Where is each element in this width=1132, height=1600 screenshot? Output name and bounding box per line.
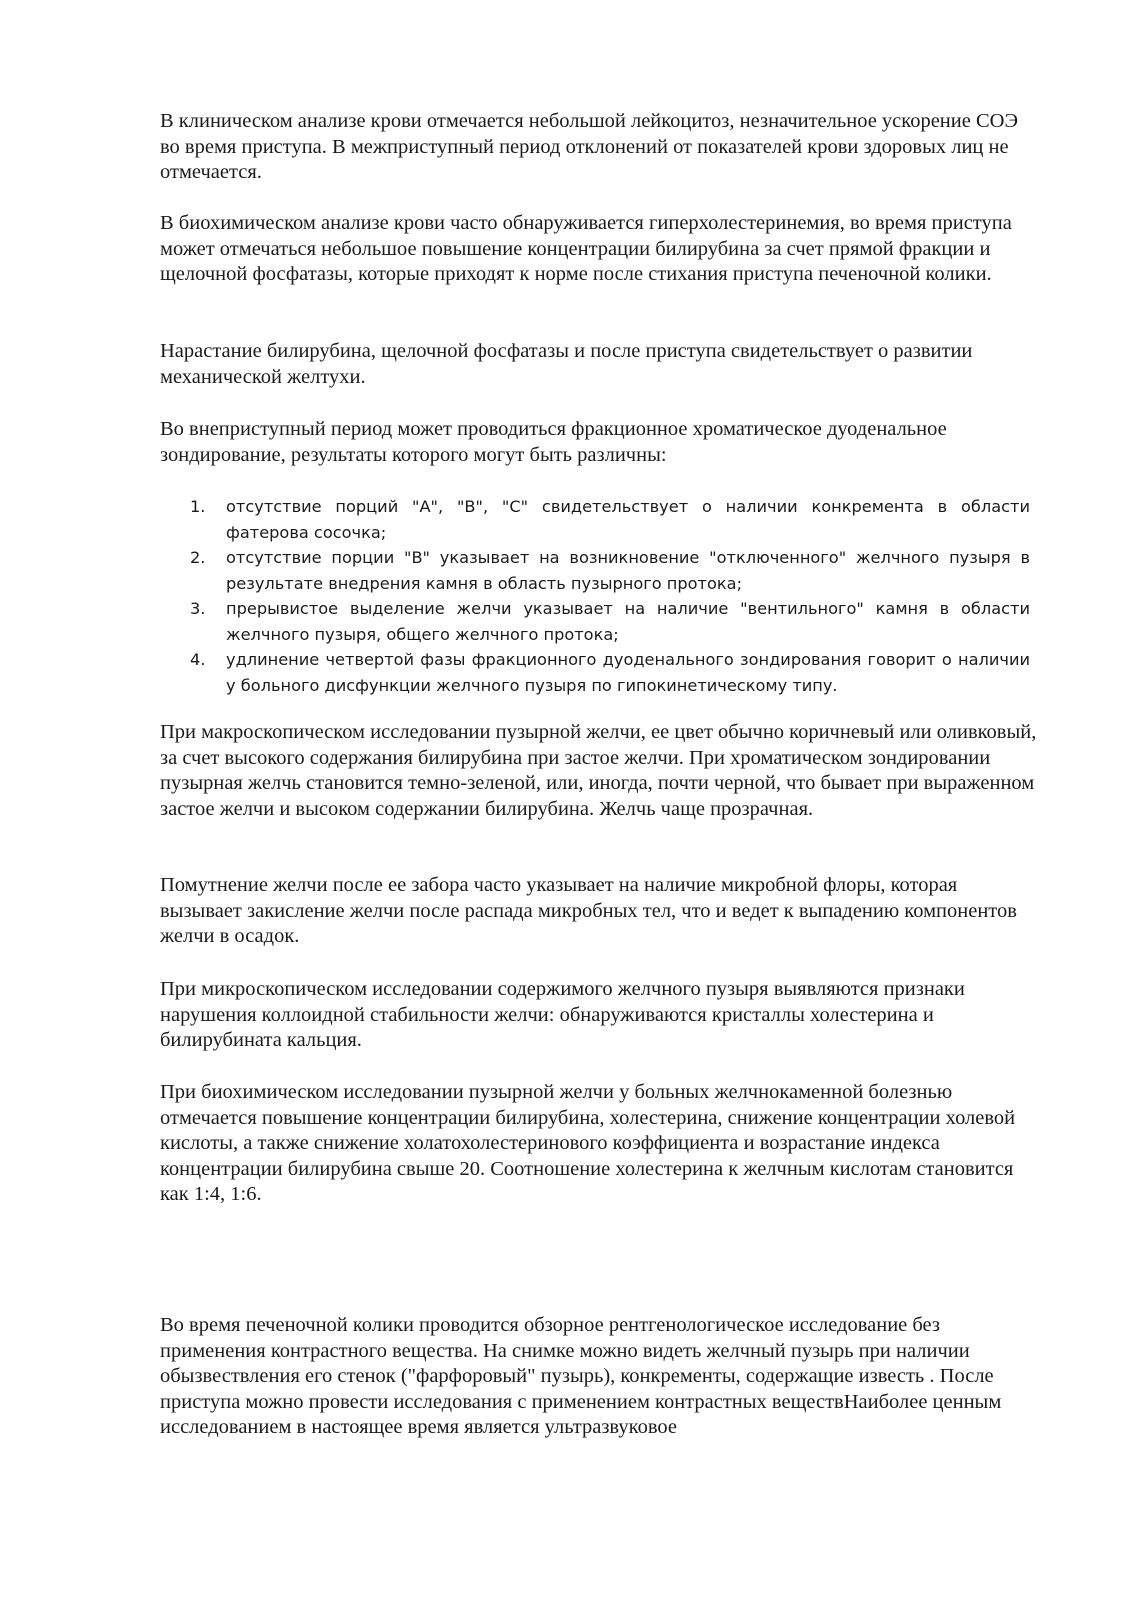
paragraph-bile-turbidity: Помутнение желчи после ее забора часто указывает на наличие микробной флоры, которая вызывает закисление желчи после распада микробных тел, что и ведет к выпадению компонентов желчи в осадок. — [160, 874, 1017, 947]
list-item-text: прерывистое выделение желчи указывает на наличие "вентильного" камня в области желчного пузыря, общего желчного протока; — [226, 599, 1030, 644]
paragraph-blood-analysis: В клиническом анализе крови отмечается небольшой лейкоцитоз, незначительное ускорение СОЭ во время приступа. В межприступный период отклонений от показателей крови здоровых лиц не отмечается. — [160, 110, 1018, 183]
probing-results-list — [190, 494, 1030, 698]
paragraph-biochemical-blood: В биохимическом анализе крови часто обнаруживается гиперхолестеринемия, во время приступа может отмечаться небольшое повышение концентрации билирубина за счет прямой фракции и щелочной фосфатазы, которые приходят к норме после стихания приступа печеночной колики. — [160, 212, 1012, 285]
list-item — [190, 647, 1030, 698]
list-item-number: 1. — [190, 497, 206, 516]
paragraph-biochemical-bile: При биохимическом исследовании пузырной желчи у больных желчнокаменной болезнью отмечается повышение концентрации билирубина, холестерина, снижение концентрации холевой кислоты, а также снижение холатохолестеринового коэффициента и возрастание индекса концентрации билирубина свыше 20. Соотношение холестерина к желчным кислотам становится как 1:4, 1:6. — [160, 1081, 1016, 1205]
list-item — [190, 545, 1030, 596]
list-item — [190, 596, 1030, 647]
paragraph-microscopic-study: При микроскопическом исследовании содержимого желчного пузыря выявляются признаки нарушения коллоидной стабильности желчи: обнаруживаются кристаллы холестерина и билирубината кальция. — [160, 978, 965, 1051]
paragraph-xray-study: Во время печеночной колики проводится обзорное рентгенологическое исследование без применения контрастного вещества. На снимке можно видеть желчный пузырь при наличии обызвествления его стенок ("фарфоровый" пузырь), конкременты, содержащие известь . После приступа можно провести исследования с применением контрастных веществНаиболее ценным исследованием в настоящее время является ультразвуковое — [160, 1314, 1002, 1438]
paragraph-macroscopic-bile: При макроскопическом исследовании пузырной желчи, ее цвет обычно коричневый или оливковый, за счет высокого содержания билирубина при застое желчи. При хроматическом зондировании пузырная желчь становится темно-зеленой, или, иногда, почти черной, что бывает при выраженном застое желчи и высоком содержании билирубина. Желчь чаще прозрачная. — [160, 721, 1037, 820]
list-item-text: отсутствие порций "А", "В", "С" свидетельствует о наличии конкремента в области фатерова сосочка; — [226, 497, 1030, 542]
list-item-number: 2. — [190, 548, 206, 567]
list-item-text: удлинение четвертой фазы фракционного дуоденального зондирования говорит о наличии у больного дисфункции желчного пузыря по гипокинетическому типу. — [226, 650, 1030, 695]
list-item-number: 4. — [190, 650, 206, 669]
paragraph-bilirubin-growth: Нарастание билирубина, щелочной фосфатазы и после приступа свидетельствует о развитии механической желтухи. — [160, 340, 973, 388]
paragraph-duodenal-probing: Во внеприступный период может проводиться фракционное хроматическое дуоденальное зондирование, результаты которого могут быть различны: — [160, 418, 947, 466]
list-item — [190, 494, 1030, 545]
list-item-number: 3. — [190, 599, 206, 618]
list-item-text: отсутствие порции "В" указывает на возникновение "отключенного" желчного пузыря в результате внедрения камня в область пузырного протока; — [226, 548, 1030, 593]
